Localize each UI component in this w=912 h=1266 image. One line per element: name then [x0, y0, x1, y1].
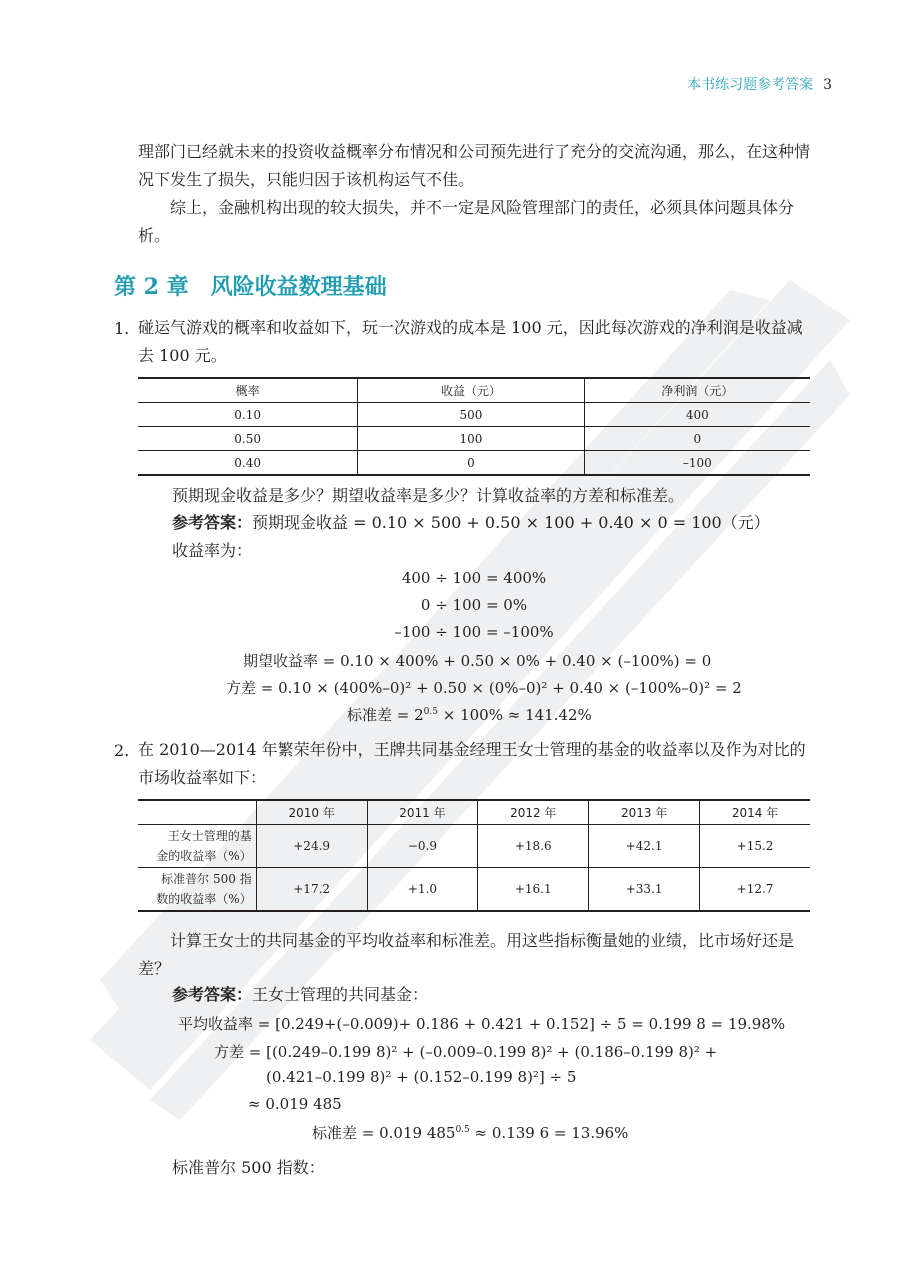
mean-formula: 平均收益率 = [0.249+(–0.009)+ 0.186 + 0.421 + 0.152] ÷ 5 = 0.199 8 = 19.98%	[178, 1015, 786, 1033]
table-header-row	[138, 378, 810, 403]
table-cell: +1.0	[367, 868, 478, 912]
running-header	[687, 74, 832, 94]
row-label	[138, 825, 256, 868]
table-cell: +16.1	[478, 868, 589, 912]
answer-label: 参考答案：	[172, 513, 253, 532]
answer-label: 参考答案：	[172, 985, 253, 1004]
expected-return-formula: 期望收益率 = 0.10 × 400% + 0.50 × 0% + 0.40 × (–100%) = 0	[243, 652, 712, 670]
table-cell: 0.10	[234, 407, 261, 422]
chapter-number: 第 2 章	[114, 274, 189, 300]
stdev-b: × 100% ≈ 141.42%	[437, 706, 592, 724]
table-cell: +24.9	[256, 825, 367, 868]
col-blank	[138, 800, 256, 825]
page-number: 3	[823, 77, 832, 93]
row-label-line: 标准普尔 500 指	[161, 872, 252, 886]
stdev-formula	[347, 704, 592, 725]
row-label-line: 王女士管理的基	[167, 829, 252, 843]
answer-2	[172, 982, 428, 1005]
col-net-profit: 净利润（元）	[584, 378, 810, 403]
table-cell: +17.2	[256, 868, 367, 912]
table-cell: +12.7	[700, 868, 810, 912]
answer-2-text: 王女士管理的共同基金：	[252, 985, 429, 1004]
table-cell: 0	[584, 427, 810, 451]
table-header-row	[138, 800, 810, 825]
question-2-number: 2.	[114, 741, 130, 760]
answer-1-text: 预期现金收益 = 0.10 × 500 + 0.50 × 100 + 0.40 × 0 = 100（元）	[252, 513, 770, 532]
stdev-a: 标准差 = 2	[347, 706, 424, 724]
table-row	[138, 451, 810, 476]
variance-formula: 方差 = 0.10 × (400%–0)² + 0.50 × (0%–0)² + 0.40 × (–100%–0)² = 2	[226, 679, 742, 697]
table-row	[138, 427, 810, 451]
variance-formula-line-3: ≈ 0.019 485	[248, 1095, 342, 1113]
row-label-line: 金的收益率（%）	[156, 849, 252, 863]
std-a: 标准差 = 0.019 485	[312, 1124, 456, 1142]
table-row	[138, 403, 810, 427]
chapter-heading	[114, 270, 387, 301]
table-cell: –100	[584, 451, 810, 476]
table-cell: 400	[584, 403, 810, 427]
col-2010: 2010 年	[256, 800, 367, 825]
question-2-prompt: 计算王女士的共同基金的平均收益率和标准差。用这些指标衡量她的业绩，比市场好还是差？	[138, 931, 795, 978]
table-cell: 0.40	[138, 451, 358, 476]
rate-intro: 收益率为：	[172, 541, 253, 560]
table-cell: +18.6	[478, 825, 589, 868]
table-cell: +42.1	[589, 825, 700, 868]
variance-formula-line-2: (0.421–0.199 8)² + (0.152–0.199 8)²] ÷ 5	[266, 1068, 577, 1086]
rate-line-1: 400 ÷ 100 = 400%	[401, 569, 547, 587]
table-cell: −0.9	[367, 825, 478, 868]
question-2-text: 在 2010—2014 年繁荣年份中，王牌共同基金经理王女士管理的基金的收益率以及作为对比的市场收益率如下：	[138, 740, 806, 787]
table-cell: 0	[358, 451, 584, 476]
answer-1	[172, 510, 770, 533]
stdev-exponent: 0.5	[423, 707, 438, 717]
question-1-text: 碰运气游戏的概率和收益如下，玩一次游戏的成本是 100 元，因此每次游戏的净利润是收益减去 100 元。	[138, 318, 803, 365]
table-cell: +33.1	[589, 868, 700, 912]
question-1-prompt: 预期现金收益是多少？期望收益率是多少？计算收益率的方差和标准差。	[172, 486, 685, 505]
question-1-number: 1.	[114, 319, 130, 338]
stdev-formula-2	[312, 1122, 628, 1143]
table-row	[138, 825, 810, 868]
col-2014: 2014 年	[700, 800, 810, 825]
header-title: 本书练习题参考答案	[687, 77, 814, 93]
rate-line-3: –100 ÷ 100 = –100%	[394, 623, 554, 641]
std-b: ≈ 0.139 6 = 13.96%	[469, 1124, 629, 1142]
col-2011: 2011 年	[367, 800, 478, 825]
chapter-title: 风险收益数理基础	[210, 274, 387, 300]
intro-paragraph-2: 综上，金融机构出现的较大损失，并不一定是风险管理部门的责任，必须具体问题具体分析。	[138, 198, 795, 245]
row-label	[138, 868, 256, 912]
col-2013: 2013 年	[589, 800, 700, 825]
std-exponent: 0.5	[455, 1125, 470, 1135]
returns-table	[138, 799, 810, 912]
table-cell: 100	[358, 427, 584, 451]
sp500-label: 标准普尔 500 指数：	[172, 1158, 325, 1177]
rate-line-2: 0 ÷ 100 = 0%	[420, 596, 528, 614]
variance-formula-line-1: 方差 = [(0.249–0.199 8)² + (–0.009–0.199 8)² + (0.186–0.199 8)² +	[214, 1043, 718, 1061]
col-probability: 概率	[138, 378, 358, 403]
probability-table	[138, 377, 810, 476]
table-cell: 500	[358, 403, 584, 427]
table-cell: +15.2	[700, 825, 810, 868]
table-cell: 0.50	[138, 427, 358, 451]
col-return: 收益（元）	[358, 378, 584, 403]
table-row	[138, 868, 810, 912]
col-2012: 2012 年	[478, 800, 589, 825]
intro-paragraph-1: 理部门已经就未来的投资收益概率分布情况和公司预先进行了充分的交流沟通，那么，在这种情况下发生了损失，只能归因于该机构运气不佳。	[138, 142, 811, 189]
row-label-line: 数的收益率（%）	[156, 892, 252, 906]
